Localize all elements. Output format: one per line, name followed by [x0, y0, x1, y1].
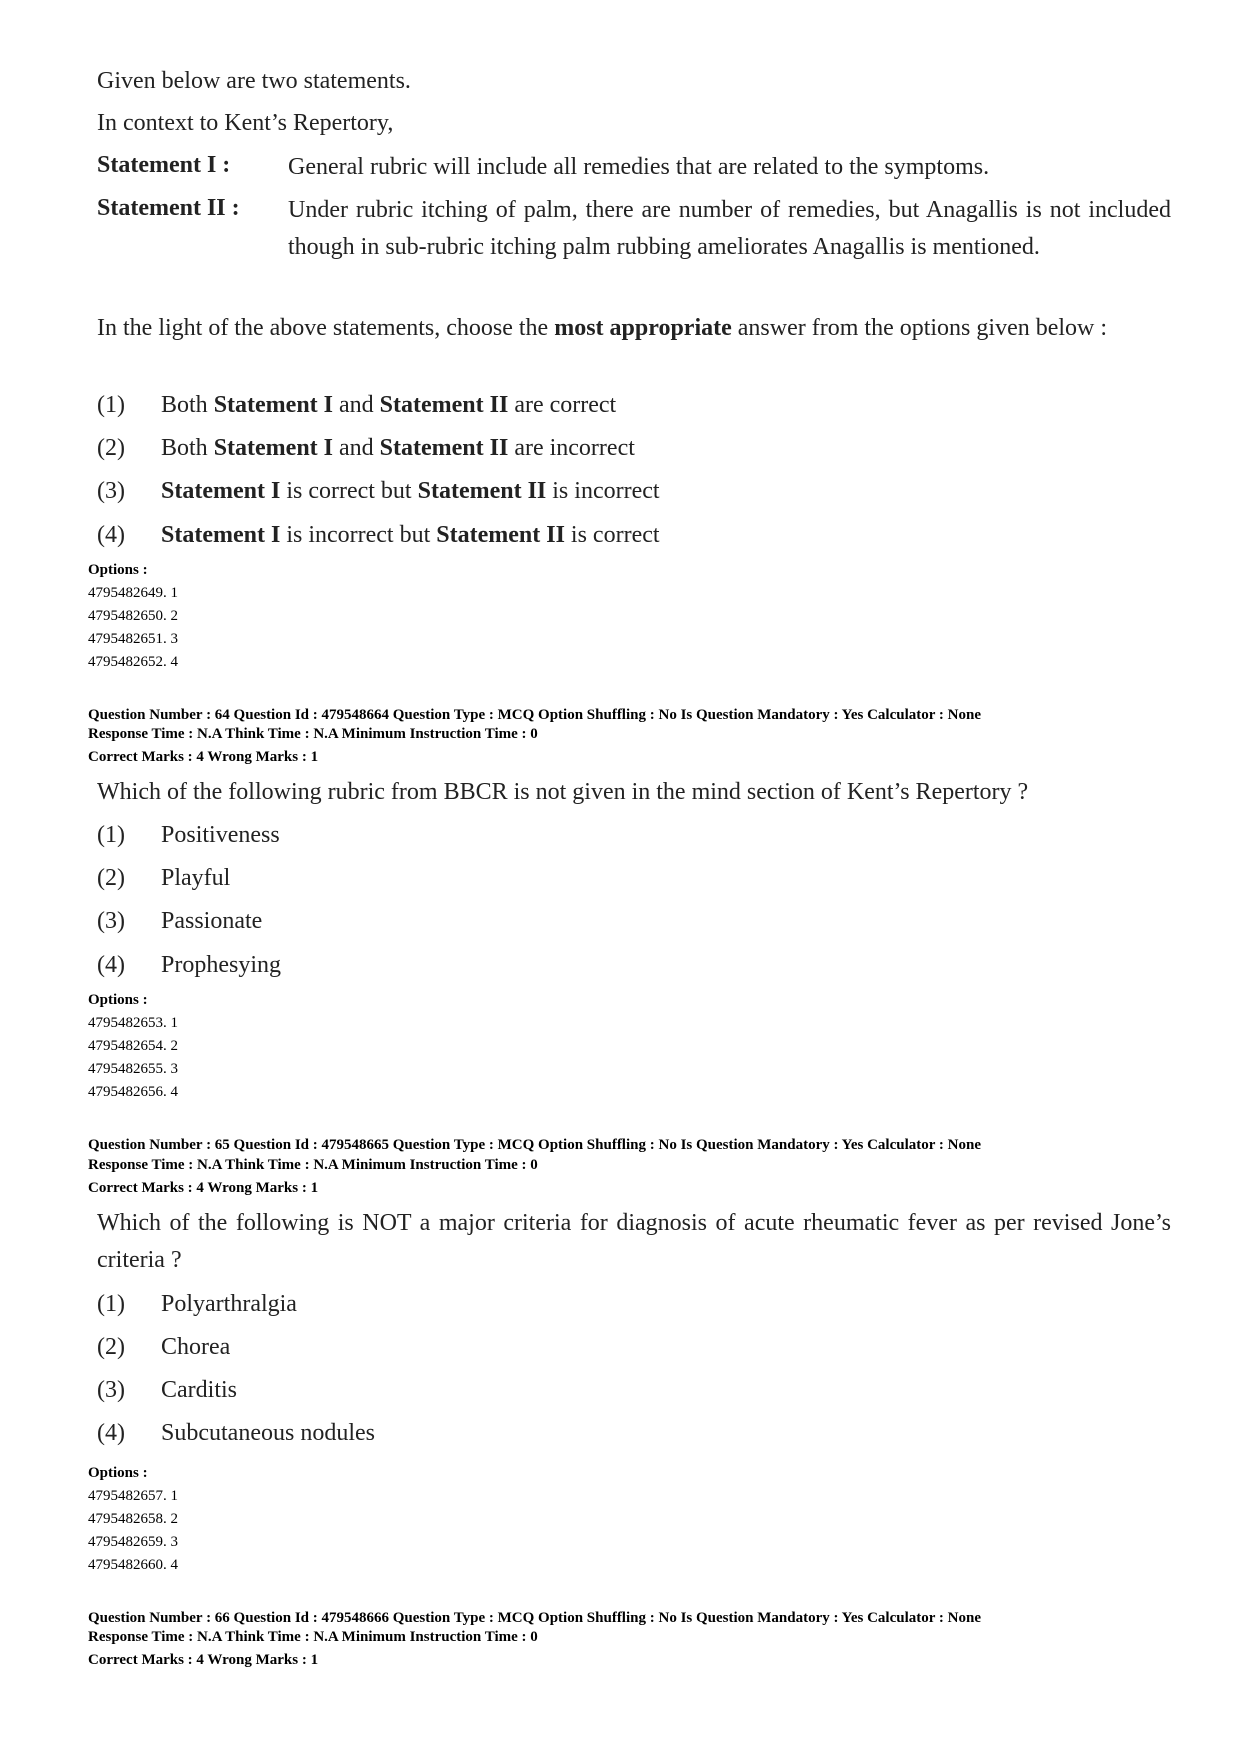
q64-choice-2: (2) Playful [97, 865, 231, 891]
q64-choice-1: (1) Positiveness [97, 822, 280, 848]
q63-choice-4: (4) Statement I is incorrect but Statement II is correct [97, 522, 660, 548]
q65-meta-line-2: Response Time : N.A Think Time : N.A Minimum Instruction Time : 0 [88, 1157, 538, 1173]
q63-options-label: Options : [88, 562, 148, 578]
q64-marks: Correct Marks : 4 Wrong Marks : 1 [88, 749, 319, 765]
q64-option-id-4: 4795482656. 4 [88, 1084, 178, 1100]
q65-meta-line-1: Question Number : 65 Question Id : 479548665 Question Type : MCQ Option Shuffling : No Is Question Mandatory : Yes Calculator : None [88, 1137, 981, 1153]
q63-option-id-3: 4795482651. 3 [88, 631, 178, 647]
q64-option-id-2: 4795482654. 2 [88, 1038, 178, 1054]
q65-choice-3: (3) Carditis [97, 1377, 237, 1403]
q65-options-label: Options : [88, 1465, 148, 1481]
q65-option-id-3: 4795482659. 3 [88, 1534, 178, 1550]
q65-option-id-2: 4795482658. 2 [88, 1511, 178, 1527]
q64-question-text: Which of the following rubric from BBCR is not given in the mind section of Kent’s Repertory ? [97, 779, 1029, 805]
q65-choice-1: (1) Polyarthralgia [97, 1291, 297, 1317]
statement-1-label: Statement I : [97, 152, 231, 178]
q65-option-id-4: 4795482660. 4 [88, 1557, 178, 1573]
q63-intro-line-1: Given below are two statements. [97, 68, 411, 94]
q63-instruction: In the light of the above statements, choose the most appropriate answer from the options given below : [97, 315, 1108, 341]
q64-option-id-3: 4795482655. 3 [88, 1061, 178, 1077]
q66-meta-line-1: Question Number : 66 Question Id : 479548666 Question Type : MCQ Option Shuffling : No Is Question Mandatory : Yes Calculator : None [88, 1610, 981, 1626]
q64-meta-line-2: Response Time : N.A Think Time : N.A Minimum Instruction Time : 0 [88, 726, 538, 742]
statement-1-text: General rubric will include all remedies that are related to the symptoms. [288, 154, 990, 180]
q65-option-id-1: 4795482657. 1 [88, 1488, 178, 1504]
q65-marks: Correct Marks : 4 Wrong Marks : 1 [88, 1180, 319, 1196]
q65-choice-2: (2) Chorea [97, 1334, 231, 1360]
q64-meta-line-1: Question Number : 64 Question Id : 479548664 Question Type : MCQ Option Shuffling : No Is Question Mandatory : Yes Calculator : None [88, 707, 981, 723]
q63-intro-line-2: In context to Kent’s Repertory, [97, 110, 394, 136]
q64-options-label: Options : [88, 992, 148, 1008]
q66-marks: Correct Marks : 4 Wrong Marks : 1 [88, 1652, 319, 1668]
q64-choice-3: (3) Passionate [97, 908, 263, 934]
q63-option-id-2: 4795482650. 2 [88, 608, 178, 624]
q64-option-id-1: 4795482653. 1 [88, 1015, 178, 1031]
q63-option-id-1: 4795482649. 1 [88, 585, 178, 601]
q63-choice-1: (1) Both Statement I and Statement II are correct [97, 392, 617, 418]
q65-question-text: Which of the following is NOT a major criteria for diagnosis of acute rheumatic fever as per revised Jone’s criteria ? [97, 1210, 1171, 1273]
q66-meta-line-2: Response Time : N.A Think Time : N.A Minimum Instruction Time : 0 [88, 1629, 538, 1645]
q63-option-id-4: 4795482652. 4 [88, 654, 178, 670]
statement-2-text: Under rubric itching of palm, there are number of remedies, but Anagallis is not included though in sub-rubric itching palm rubbing ameliorates Anagallis is mentioned. [288, 197, 1171, 260]
statement-2-label: Statement II : [97, 195, 240, 221]
q63-choice-2: (2) Both Statement I and Statement II are incorrect [97, 435, 635, 461]
q65-choice-4: (4) Subcutaneous nodules [97, 1420, 375, 1446]
q63-choice-3: (3) Statement I is correct but Statement II is incorrect [97, 478, 660, 504]
q64-choice-4: (4) Prophesying [97, 952, 281, 978]
